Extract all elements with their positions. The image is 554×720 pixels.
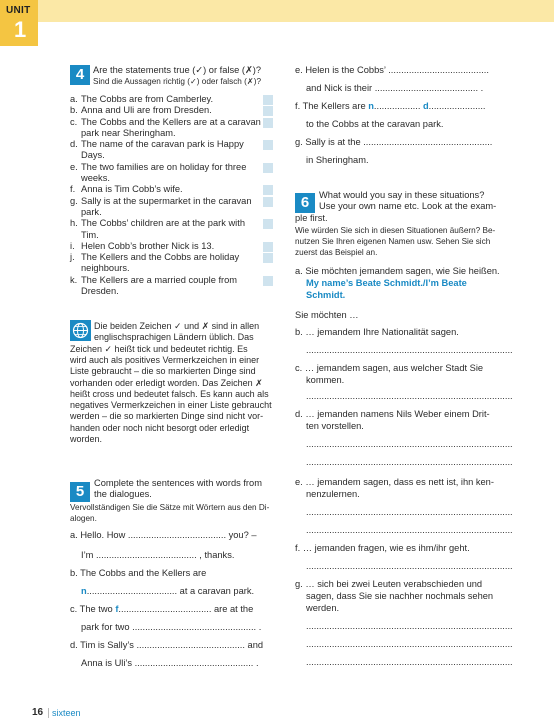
ex6-g-text-3: werden.: [306, 603, 340, 613]
ex6-g-text-2: sagen, dass Sie sie nachher nochmals sehen: [306, 591, 494, 601]
statement-letter: a.: [70, 94, 78, 104]
ex5-line-b1: b. The Cobbs and the Kellers are: [70, 568, 207, 578]
answer-checkbox[interactable]: [263, 118, 273, 128]
ex6-e-text-2: nenzulernen.: [306, 489, 360, 499]
ex6-b-text: b. … jemandem Ihre Nationalität sagen.: [295, 327, 459, 337]
ex6-prompt-de-1: Wie würden Sie sich in diesen Situationen äußern? Be-: [295, 226, 496, 235]
answer-checkbox[interactable]: [263, 242, 273, 252]
info-line: Liste gebraucht – die so markierten Dinge sind: [70, 366, 256, 377]
statement-letter: g.: [70, 195, 78, 206]
globe-icon: [70, 320, 91, 341]
ex6-g-dots-2: ................................................................................: [306, 639, 513, 649]
statement-text: [81, 184, 261, 195]
ex6-d-text-2: ten vorstellen.: [306, 421, 364, 431]
statement-line: The Cobbs’ children are at the park with: [81, 218, 245, 229]
statement-line: Tim.: [81, 229, 99, 240]
ex6-a-answer-1: My name’s Beate Schmidt./I’m Beate: [306, 278, 467, 288]
ex6-c-text-2: kommen.: [306, 375, 345, 385]
exercise-5-prompt-de-2: alogen.: [70, 514, 97, 523]
statement-line: Helen Cobb’s brother Nick is 13.: [81, 240, 215, 251]
ex6-g-dots-1: ................................................................................: [306, 621, 513, 631]
ex6-f-dots: ................................................................................: [306, 561, 513, 571]
statement-letter: f.: [70, 184, 76, 195]
ex6-prompt-en-3: ple first.: [295, 213, 328, 223]
exercise-5-prompt-en-2: the dialogues.: [94, 489, 152, 499]
info-line: negatives Vermerkzeichen in einer Liste gebraucht: [70, 400, 272, 411]
ex6-f-text: f. … jemanden fragen, wie es ihm/ihr geht.: [295, 543, 470, 553]
statement-line: Sally is at the supermarket in the caravan: [81, 195, 252, 206]
statement-text: [81, 218, 261, 240]
ex6-e-dots-2: ................................................................................: [306, 525, 513, 535]
page-word: sixteen: [52, 708, 81, 718]
ex6-c-text-1: c. … jemandem sagen, aus welcher Stadt Sie: [295, 363, 484, 373]
statement-line: The two families are on holiday for three: [81, 161, 247, 172]
ex5-line-d1: d. Tim is Sally’s .......................................... and: [70, 640, 264, 650]
ex6-g-dots-3: ................................................................................: [306, 657, 513, 667]
info-line: englischsprachigen Ländern üblich. Das: [94, 332, 254, 343]
statement-line: The Cobbs and the Kellers are at a caravan: [81, 116, 261, 127]
ex5-line-a2: I’m ....................................... , thanks.: [81, 550, 235, 560]
statement-letter: c.: [70, 116, 78, 127]
ex6-sie: Sie möchten …: [295, 310, 359, 320]
ex6-a-text: a. Sie möchten jemandem sagen, wie Sie heißen.: [295, 266, 500, 276]
statement-line: park near Sheringham.: [81, 127, 176, 138]
statement-letter: h.: [70, 218, 78, 229]
ex6-b-dots: ................................................................................: [306, 345, 513, 355]
info-line: Zeichen ✓ heißt tick und bedeutet richtig. Es: [70, 343, 248, 354]
statement-letter: j.: [70, 252, 75, 263]
unit-badge: [0, 0, 38, 46]
ex6-e-dots-1: ................................................................................: [306, 507, 513, 517]
statement-line: Anna is Tim Cobb’s wife.: [81, 184, 183, 195]
ex6-prompt-en-1: What would you say in these situations?: [319, 190, 485, 200]
ex5-line-g2: in Sheringham.: [306, 155, 369, 165]
statement-line: The Cobbs are from Camberley.: [81, 94, 214, 104]
footer-divider: [48, 708, 49, 718]
statement-letter: b.: [70, 105, 78, 116]
ex5-line-f1: f. The Kellers are n.................. d......................: [295, 101, 486, 111]
exercise-4-prompt-de: Sind die Aussagen richtig (✓) oder falsch (✗)?: [93, 77, 261, 86]
statement-text: [81, 94, 261, 105]
answer-checkbox[interactable]: [263, 106, 273, 116]
ex6-d-dots-2: ................................................................................: [306, 457, 513, 467]
exercise-4-prompt-en: Are the statements true (✓) or false (✗)?: [93, 65, 262, 75]
info-line: Die beiden Zeichen ✓ und ✗ sind in allen: [94, 321, 260, 331]
ex6-d-dots-1: ................................................................................: [306, 439, 513, 449]
statement-line: The Kellers and the Cobbs are holiday: [81, 252, 240, 263]
info-line: handen oder noch nicht besorgt oder erledigt: [70, 422, 250, 433]
answer-checkbox[interactable]: [263, 163, 273, 173]
statement-letter: k.: [70, 274, 78, 285]
statement-line: Anna and Uli are from Dresden.: [81, 105, 212, 116]
answer-checkbox[interactable]: [263, 140, 273, 150]
ex6-a-answer-2: Schmidt.: [306, 290, 346, 300]
statement-line: park.: [81, 206, 102, 217]
ex6-g-text-1: g. … sich bei zwei Leuten verabschieden und: [295, 579, 483, 589]
statement-letter: d.: [70, 139, 78, 150]
statement-letter: e.: [70, 161, 78, 172]
ex5-line-e2: and Nick is their ........................................ .: [306, 83, 484, 93]
answer-checkbox[interactable]: [263, 219, 273, 229]
answer-checkbox[interactable]: [263, 95, 273, 105]
statement-text: [81, 105, 261, 116]
exercise-4-number: 4: [70, 65, 90, 85]
statement-text: [81, 252, 261, 274]
statement-line: Dresden.: [81, 286, 119, 296]
statement-line: neighbours.: [81, 263, 130, 274]
statement-line: Days.: [81, 150, 105, 161]
exercise-5-prompt-en-1: Complete the sentences with words from: [94, 478, 262, 488]
ex5-line-e1: e. Helen is the Cobbs’ .......................................: [295, 65, 489, 75]
ex5-line-a1: a. Hello. How ...................................... you? –: [70, 530, 257, 540]
header-band: [0, 0, 554, 22]
statement-text: [81, 162, 261, 184]
page-number: 16: [32, 707, 44, 718]
ex5-line-g1: g. Sally is at the ..................................................: [295, 137, 493, 147]
ex5-line-d2: Anna is Uli’s .............................................. .: [81, 658, 259, 668]
ex6-prompt-de-2: nutzen Sie Ihren eigenen Namen usw. Sehen Sie sich: [295, 237, 491, 246]
ex5-line-c2: park for two ................................................ .: [81, 622, 262, 632]
statement-text: [81, 139, 261, 161]
statement-line: The Kellers are a married couple from: [81, 274, 238, 285]
info-line: wird auch als positives Vermerkzeichen in einer: [70, 354, 260, 365]
answer-checkbox[interactable]: [263, 197, 273, 207]
statement-text: [81, 275, 261, 297]
info-line: vorhanden oder erledigt worden. Das Zeichen ✗: [70, 377, 263, 388]
exercise-5-number: 5: [70, 482, 90, 502]
statement-text: [81, 241, 261, 252]
answer-checkbox[interactable]: [263, 185, 273, 195]
info-line: heißt cross und bedeutet falsch. Es kann auch als: [70, 388, 269, 399]
ex6-prompt-de-3: zuerst das Beispiel an.: [295, 248, 378, 257]
statement-text: [81, 196, 261, 218]
exercise-6-number: 6: [295, 193, 315, 213]
statement-letter: i.: [70, 240, 75, 251]
info-line: worden.: [70, 434, 103, 444]
ex6-prompt-en-2: Use your own name etc. Look at the exam-: [319, 201, 497, 211]
unit-number: 1: [14, 17, 27, 42]
ex6-c-dots: ................................................................................: [306, 391, 513, 401]
statement-text: [81, 117, 261, 139]
ex5-line-f2: to the Cobbs at the caravan park.: [306, 119, 444, 129]
ex6-e-text-1: e. … jemandem sagen, dass es nett ist, ihn ken-: [295, 477, 494, 487]
ex5-line-b2: n................................... at a caravan park.: [81, 586, 255, 596]
statement-line: The name of the caravan park is Happy: [81, 139, 244, 150]
ex5-line-c1: c. The two f.................................... are at the: [70, 604, 254, 614]
exercise-5-prompt-de-1: Vervollständigen Sie die Sätze mit Wörtern aus den Di-: [70, 503, 270, 512]
unit-label: UNIT: [6, 5, 31, 16]
info-line: werden – die so markierten Dinge sind nicht vor-: [70, 411, 264, 422]
answer-checkbox[interactable]: [263, 276, 273, 286]
ex6-d-text-1: d. … jemanden namens Nils Weber einem Drit-: [295, 409, 490, 419]
statement-line: weeks.: [81, 173, 110, 183]
answer-checkbox[interactable]: [263, 253, 273, 263]
